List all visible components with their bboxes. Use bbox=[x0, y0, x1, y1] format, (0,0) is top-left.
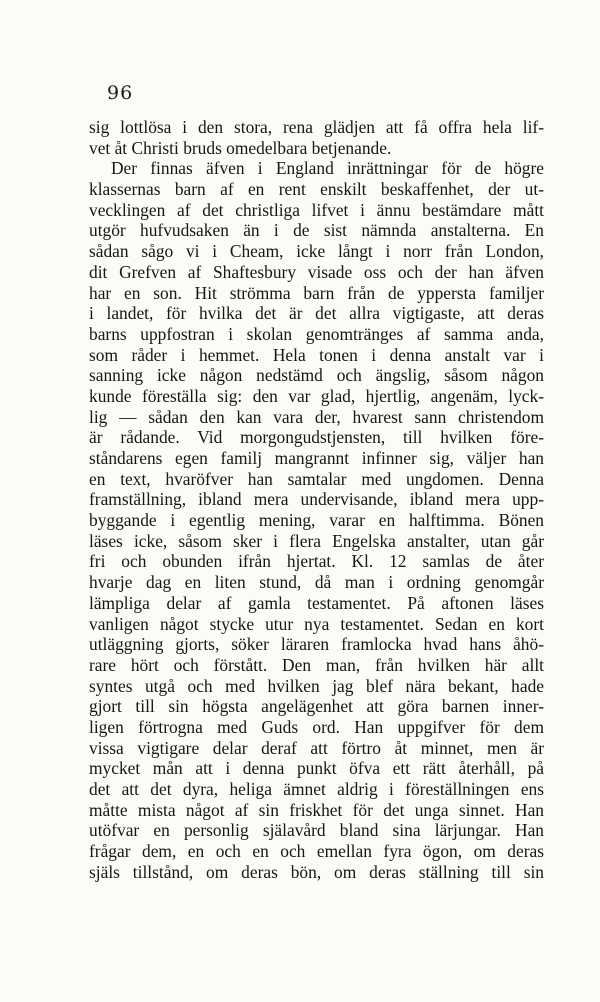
text-line: kunde föreställa sig: den var glad, hjertlig, angenäm, lyck- bbox=[89, 385, 544, 406]
text-line: byggande i egentlig mening, varar en halftimma. Bönen bbox=[89, 510, 544, 531]
text-line: syntes utgå och med hvilken jag blef nära bekant, hade bbox=[89, 675, 544, 696]
text-line: ligen förtrogna med Guds ord. Han uppgifver för dem bbox=[89, 716, 544, 737]
text-line: lämpliga delar af gamla testamentet. På aftonen läses bbox=[89, 592, 544, 613]
text-line: utläggning gjorts, söker läraren framlocka hvad hans åhö- bbox=[89, 634, 544, 655]
text-line: rare hört och förstått. Den man, från hvilken här allt bbox=[89, 654, 544, 675]
text-line: ståndarens egen familj mangrannt infinner sig, väljer han bbox=[89, 448, 544, 468]
text-line: utgör hufvudsaken än i de sist nämnda anstalterna. En bbox=[89, 220, 544, 241]
text-line: mycket mån att i denna punkt öfva ett rätt återhåll, på bbox=[89, 758, 544, 779]
text-line: sanning icke någon nedstämd och ängslig, såsom någon bbox=[89, 365, 544, 386]
text-line: har en son. Hit strömma barn från de yppersta familjer bbox=[89, 282, 544, 303]
text-line: läses icke, såsom sker i flera Engelska anstalter, utan går bbox=[89, 530, 544, 551]
text-line: frågar dem, en och en och emellan fyra ögon, om deras bbox=[89, 841, 544, 862]
text-line: gjort till sin högsta angelägenhet att göra barnen inner- bbox=[89, 696, 544, 717]
text-line: som råder i hemmet. Hela tonen i denna anstalt var i bbox=[89, 344, 544, 365]
text-line: dit Grefven af Shaftesbury visade oss och der han äfven bbox=[89, 261, 544, 282]
text-line: barns uppfostran i skolan genomtränges af samma anda, bbox=[89, 323, 544, 344]
text-line: vissa vigtigare delar deraf att förtro åt minnet, men är bbox=[89, 737, 544, 758]
text-line: fri och obunden ifrån hjertat. Kl. 12 samlas de åter bbox=[89, 551, 544, 572]
body-text bbox=[89, 117, 544, 882]
text-line: lig — sådan den kan vara der, hvarest sann christendom bbox=[89, 406, 544, 427]
text-line: framställning, ibland mera undervisande, ibland mera upp- bbox=[89, 489, 544, 510]
text-line: vet åt Christi bruds omedelbara betjenande. bbox=[89, 137, 392, 158]
text-line: en text, hvaröfver han samtalar med ungdomen. Denna bbox=[89, 468, 544, 489]
text-line: själs tillstånd, om deras bön, om deras ställning till sin bbox=[89, 861, 544, 882]
text-line: i landet, för hvilka det är det allra vigtigaste, att deras bbox=[89, 303, 544, 324]
text-line: sådan sågo vi i Cheam, icke långt i norr från London, bbox=[89, 241, 544, 262]
text-line: utöfvar en personlig själavård bland sina lärjungar. Han bbox=[89, 820, 544, 841]
text-line: hvarje dag en liten stund, då man i ordning genomgår bbox=[89, 572, 544, 593]
paragraph-start-line: Der finnas äfven i England inrättningar för de högre bbox=[111, 158, 544, 179]
text-line: måtte mista något af sin friskhet för det unga sinnet. Han bbox=[89, 799, 544, 820]
text-line: är rådande. Vid morgongudstjensten, till hvilken före- bbox=[89, 427, 544, 448]
text-line: vanligen något stycke utur nya testamentet. Sedan en kort bbox=[89, 613, 544, 634]
text-line: sig lottlösa i den stora, rena glädjen att få offra hela lif- bbox=[89, 117, 544, 137]
page-number: 96 bbox=[107, 82, 134, 104]
text-line: vecklingen af det christliga lifvet i ännu bestämdare mått bbox=[89, 199, 544, 220]
text-line: klassernas barn af en rent enskilt beskaffenhet, der ut- bbox=[89, 179, 544, 200]
text-line: det att det dyra, heliga ämnet aldrig i föreställningen ens bbox=[89, 779, 544, 799]
